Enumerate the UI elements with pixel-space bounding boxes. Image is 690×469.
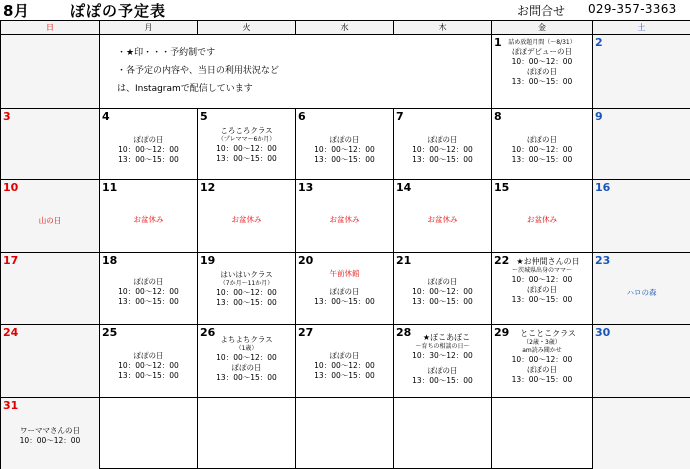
- holiday-label: 山の日: [38, 216, 62, 225]
- event-line: 10：00〜12：00: [511, 355, 573, 364]
- event-line: 10：00〜12：00: [216, 288, 277, 297]
- month-label: 8月: [3, 2, 30, 20]
- day-number: 8: [494, 110, 502, 123]
- weekday-sunday: 日: [1, 21, 100, 35]
- weekday-tuesday: 火: [198, 21, 296, 35]
- day-number: 17: [3, 254, 19, 267]
- event-line: ぽぽデビューの日: [512, 47, 572, 56]
- day-number: 14: [396, 181, 412, 194]
- day-number: 9: [595, 110, 603, 123]
- event-line: はいはいクラス: [220, 270, 273, 279]
- event-line: ぽぽの日: [329, 351, 360, 360]
- day-cell-31[interactable]: [1, 398, 100, 469]
- day-number: 30: [595, 326, 611, 339]
- day-cell-3[interactable]: [1, 109, 100, 180]
- event-line: 〜育ちの相談の日〜: [415, 343, 470, 350]
- event-line: （プレママ〜6か月）: [217, 136, 276, 143]
- event-line: 13：00〜15：00: [118, 155, 179, 164]
- day-number: 7: [396, 110, 404, 123]
- day-cell-1[interactable]: [492, 35, 593, 109]
- day-number: 25: [102, 326, 118, 339]
- day-cell-5[interactable]: [198, 109, 296, 180]
- day-number: 28: [396, 326, 412, 339]
- page-title: ぽぽの予定表: [70, 2, 167, 20]
- event-line: ぽぽの日: [527, 67, 557, 76]
- weekday-monday: 月: [100, 21, 198, 35]
- day-cell-12[interactable]: [198, 180, 296, 253]
- event-line: 10：00〜12：00: [216, 144, 277, 153]
- event-line: ぽぽの日: [427, 366, 458, 375]
- day-cell-9[interactable]: [593, 109, 690, 180]
- day-cell-2[interactable]: [593, 35, 690, 109]
- event-line: ころころクラス: [220, 126, 273, 135]
- empty-cell: [492, 398, 593, 469]
- day-number: 2: [595, 36, 603, 49]
- day-cell-18[interactable]: [100, 253, 198, 325]
- empty-cell: [1, 35, 100, 109]
- event-line: （2歳・3歳）: [523, 339, 561, 346]
- day-cell-15[interactable]: [492, 180, 593, 253]
- empty-cell: [100, 398, 198, 469]
- event-line: 10：00〜12：00: [19, 436, 81, 445]
- day-number: 1: [494, 36, 502, 49]
- empty-cell: [593, 398, 690, 469]
- event-line: 〜茨城県出身のママ〜: [511, 267, 572, 274]
- event-line: ぽぽの日: [329, 135, 360, 144]
- event-line: 13：00〜15：00: [118, 297, 179, 306]
- day-cell-25[interactable]: [100, 325, 198, 398]
- day-cell-21[interactable]: [394, 253, 492, 325]
- day-number: 12: [200, 181, 216, 194]
- half-closed-label: 午前休館: [329, 269, 360, 278]
- event-line: 13：00〜15：00: [216, 154, 277, 163]
- event-line: ぽぽの日: [133, 351, 164, 360]
- closed-label: お盆休み: [427, 215, 458, 224]
- event-line: 10：00〜12：00: [216, 353, 277, 362]
- empty-cell: [394, 398, 492, 469]
- contact-phone[interactable]: 029-357-3363: [588, 2, 677, 16]
- event-line: 13：00〜15：00: [216, 298, 277, 307]
- event-line: 13：00〜15：00: [314, 297, 375, 306]
- event-line: ワーママさんの日: [20, 426, 80, 435]
- calendar-grid: [0, 20, 690, 469]
- day-number: 10: [3, 181, 19, 194]
- empty-cell: [198, 398, 296, 469]
- event-line: ぽぽの日: [231, 363, 262, 372]
- event-line: （1歳）: [235, 345, 258, 352]
- day-number: 4: [102, 110, 110, 123]
- event-line: ぽぽの日: [527, 135, 557, 144]
- event-line: 詰め放題月間（〜8/31）: [508, 39, 576, 46]
- event-line: 13：00〜15：00: [511, 77, 573, 86]
- event-line: ぽぽの日: [427, 277, 458, 286]
- event-line: ハロの森: [626, 288, 657, 297]
- event-line: （7か月〜11か月）: [219, 280, 274, 287]
- day-number: 16: [595, 181, 611, 194]
- event-line: ぽぽの日: [527, 365, 557, 374]
- event-line: ★ぽこあぽこ: [422, 333, 471, 342]
- notice-line: ・★印・・・予約制です: [117, 48, 216, 58]
- notice-text: [117, 44, 279, 98]
- day-cell-30[interactable]: [593, 325, 690, 398]
- day-cell-19[interactable]: [198, 253, 296, 325]
- weekday-thursday: 木: [394, 21, 492, 35]
- day-cell-16[interactable]: [593, 180, 690, 253]
- event-line: 13：00〜15：00: [314, 371, 375, 380]
- day-cell-27[interactable]: [296, 325, 394, 398]
- day-number: 23: [595, 254, 611, 267]
- day-cell-24[interactable]: [1, 325, 100, 398]
- event-line: am読み聞かせ: [522, 347, 562, 354]
- day-number: 19: [200, 254, 216, 267]
- event-line: 10：00〜12：00: [412, 287, 473, 296]
- day-cell-8[interactable]: [492, 109, 593, 180]
- event-line: 13：00〜15：00: [511, 155, 573, 164]
- day-number: 11: [102, 181, 118, 194]
- event-line: 13：00〜15：00: [412, 297, 473, 306]
- day-cell-11[interactable]: [100, 180, 198, 253]
- day-number: 31: [3, 399, 19, 412]
- weekday-friday: 金: [492, 21, 593, 35]
- event-line: ★お仲間さんの日: [516, 257, 580, 266]
- notice-line: は、Instagramで配信しています: [117, 84, 253, 94]
- day-number: 18: [102, 254, 118, 267]
- event-line: 13：00〜15：00: [511, 375, 573, 384]
- event-line: 10：00〜12：00: [511, 145, 573, 154]
- day-number: 26: [200, 326, 216, 339]
- day-number: 13: [298, 181, 314, 194]
- event-line: よちよちクラス: [220, 335, 273, 344]
- day-number: 15: [494, 181, 510, 194]
- event-line: 10：00〜12：00: [314, 361, 375, 370]
- event-line: ぽぽの日: [527, 285, 557, 294]
- day-cell-13[interactable]: [296, 180, 394, 253]
- event-line: 13：00〜15：00: [216, 373, 277, 382]
- day-cell-20[interactable]: [296, 253, 394, 325]
- day-cell-23[interactable]: [593, 253, 690, 325]
- event-line: 10：00〜12：00: [118, 361, 179, 370]
- event-line: 13：00〜15：00: [412, 376, 473, 385]
- calendar-header: [0, 0, 690, 20]
- day-number: 21: [396, 254, 412, 267]
- event-line: 10：00〜12：00: [511, 275, 573, 284]
- empty-cell: [296, 398, 394, 469]
- event-line: 10：00〜12：00: [314, 145, 375, 154]
- day-cell-17[interactable]: [1, 253, 100, 325]
- event-line: 13：00〜15：00: [412, 155, 473, 164]
- event-line: 10：00〜12：00: [118, 287, 179, 296]
- day-cell-14[interactable]: [394, 180, 492, 253]
- closed-label: お盆休み: [231, 215, 262, 224]
- event-line: 13：00〜15：00: [511, 295, 573, 304]
- event-line: ぽぽの日: [427, 135, 458, 144]
- event-line: ぽぽの日: [133, 277, 164, 286]
- event-line: ぽぽの日: [133, 135, 164, 144]
- day-cell-29[interactable]: [492, 325, 593, 398]
- event-line: 10：00〜12：00: [118, 145, 179, 154]
- event-line: 10：00〜12：00: [511, 57, 573, 66]
- day-number: 22: [494, 254, 510, 267]
- day-cell-10[interactable]: [1, 180, 100, 253]
- event-line: 10：00〜12：00: [412, 145, 473, 154]
- day-number: 20: [298, 254, 314, 267]
- closed-label: お盆休み: [133, 215, 164, 224]
- day-number: 27: [298, 326, 314, 339]
- closed-label: お盆休み: [527, 215, 557, 224]
- day-number: 24: [3, 326, 19, 339]
- event-line: 13：00〜15：00: [314, 155, 375, 164]
- event-line: ぽぽの日: [329, 287, 360, 296]
- weekday-saturday: 土: [593, 21, 690, 35]
- day-number: 5: [200, 110, 208, 123]
- day-number: 3: [3, 110, 11, 123]
- day-cell-4[interactable]: [100, 109, 198, 180]
- day-cell-6[interactable]: [296, 109, 394, 180]
- contact-label: お問合せ: [517, 4, 566, 18]
- day-cell-26[interactable]: [198, 325, 296, 398]
- day-cell-28[interactable]: [394, 325, 492, 398]
- event-line: 13：00〜15：00: [118, 371, 179, 380]
- day-number: 29: [494, 326, 510, 339]
- notice-line: ・各予定の内容や、当日の利用状況など: [117, 66, 279, 76]
- weekday-wednesday: 水: [296, 21, 394, 35]
- day-cell-7[interactable]: [394, 109, 492, 180]
- closed-label: お盆休み: [329, 215, 360, 224]
- day-number: 6: [298, 110, 306, 123]
- event-line: とことこクラス: [520, 329, 576, 338]
- day-cell-22[interactable]: [492, 253, 593, 325]
- event-line: 10：30〜12：00: [412, 351, 473, 360]
